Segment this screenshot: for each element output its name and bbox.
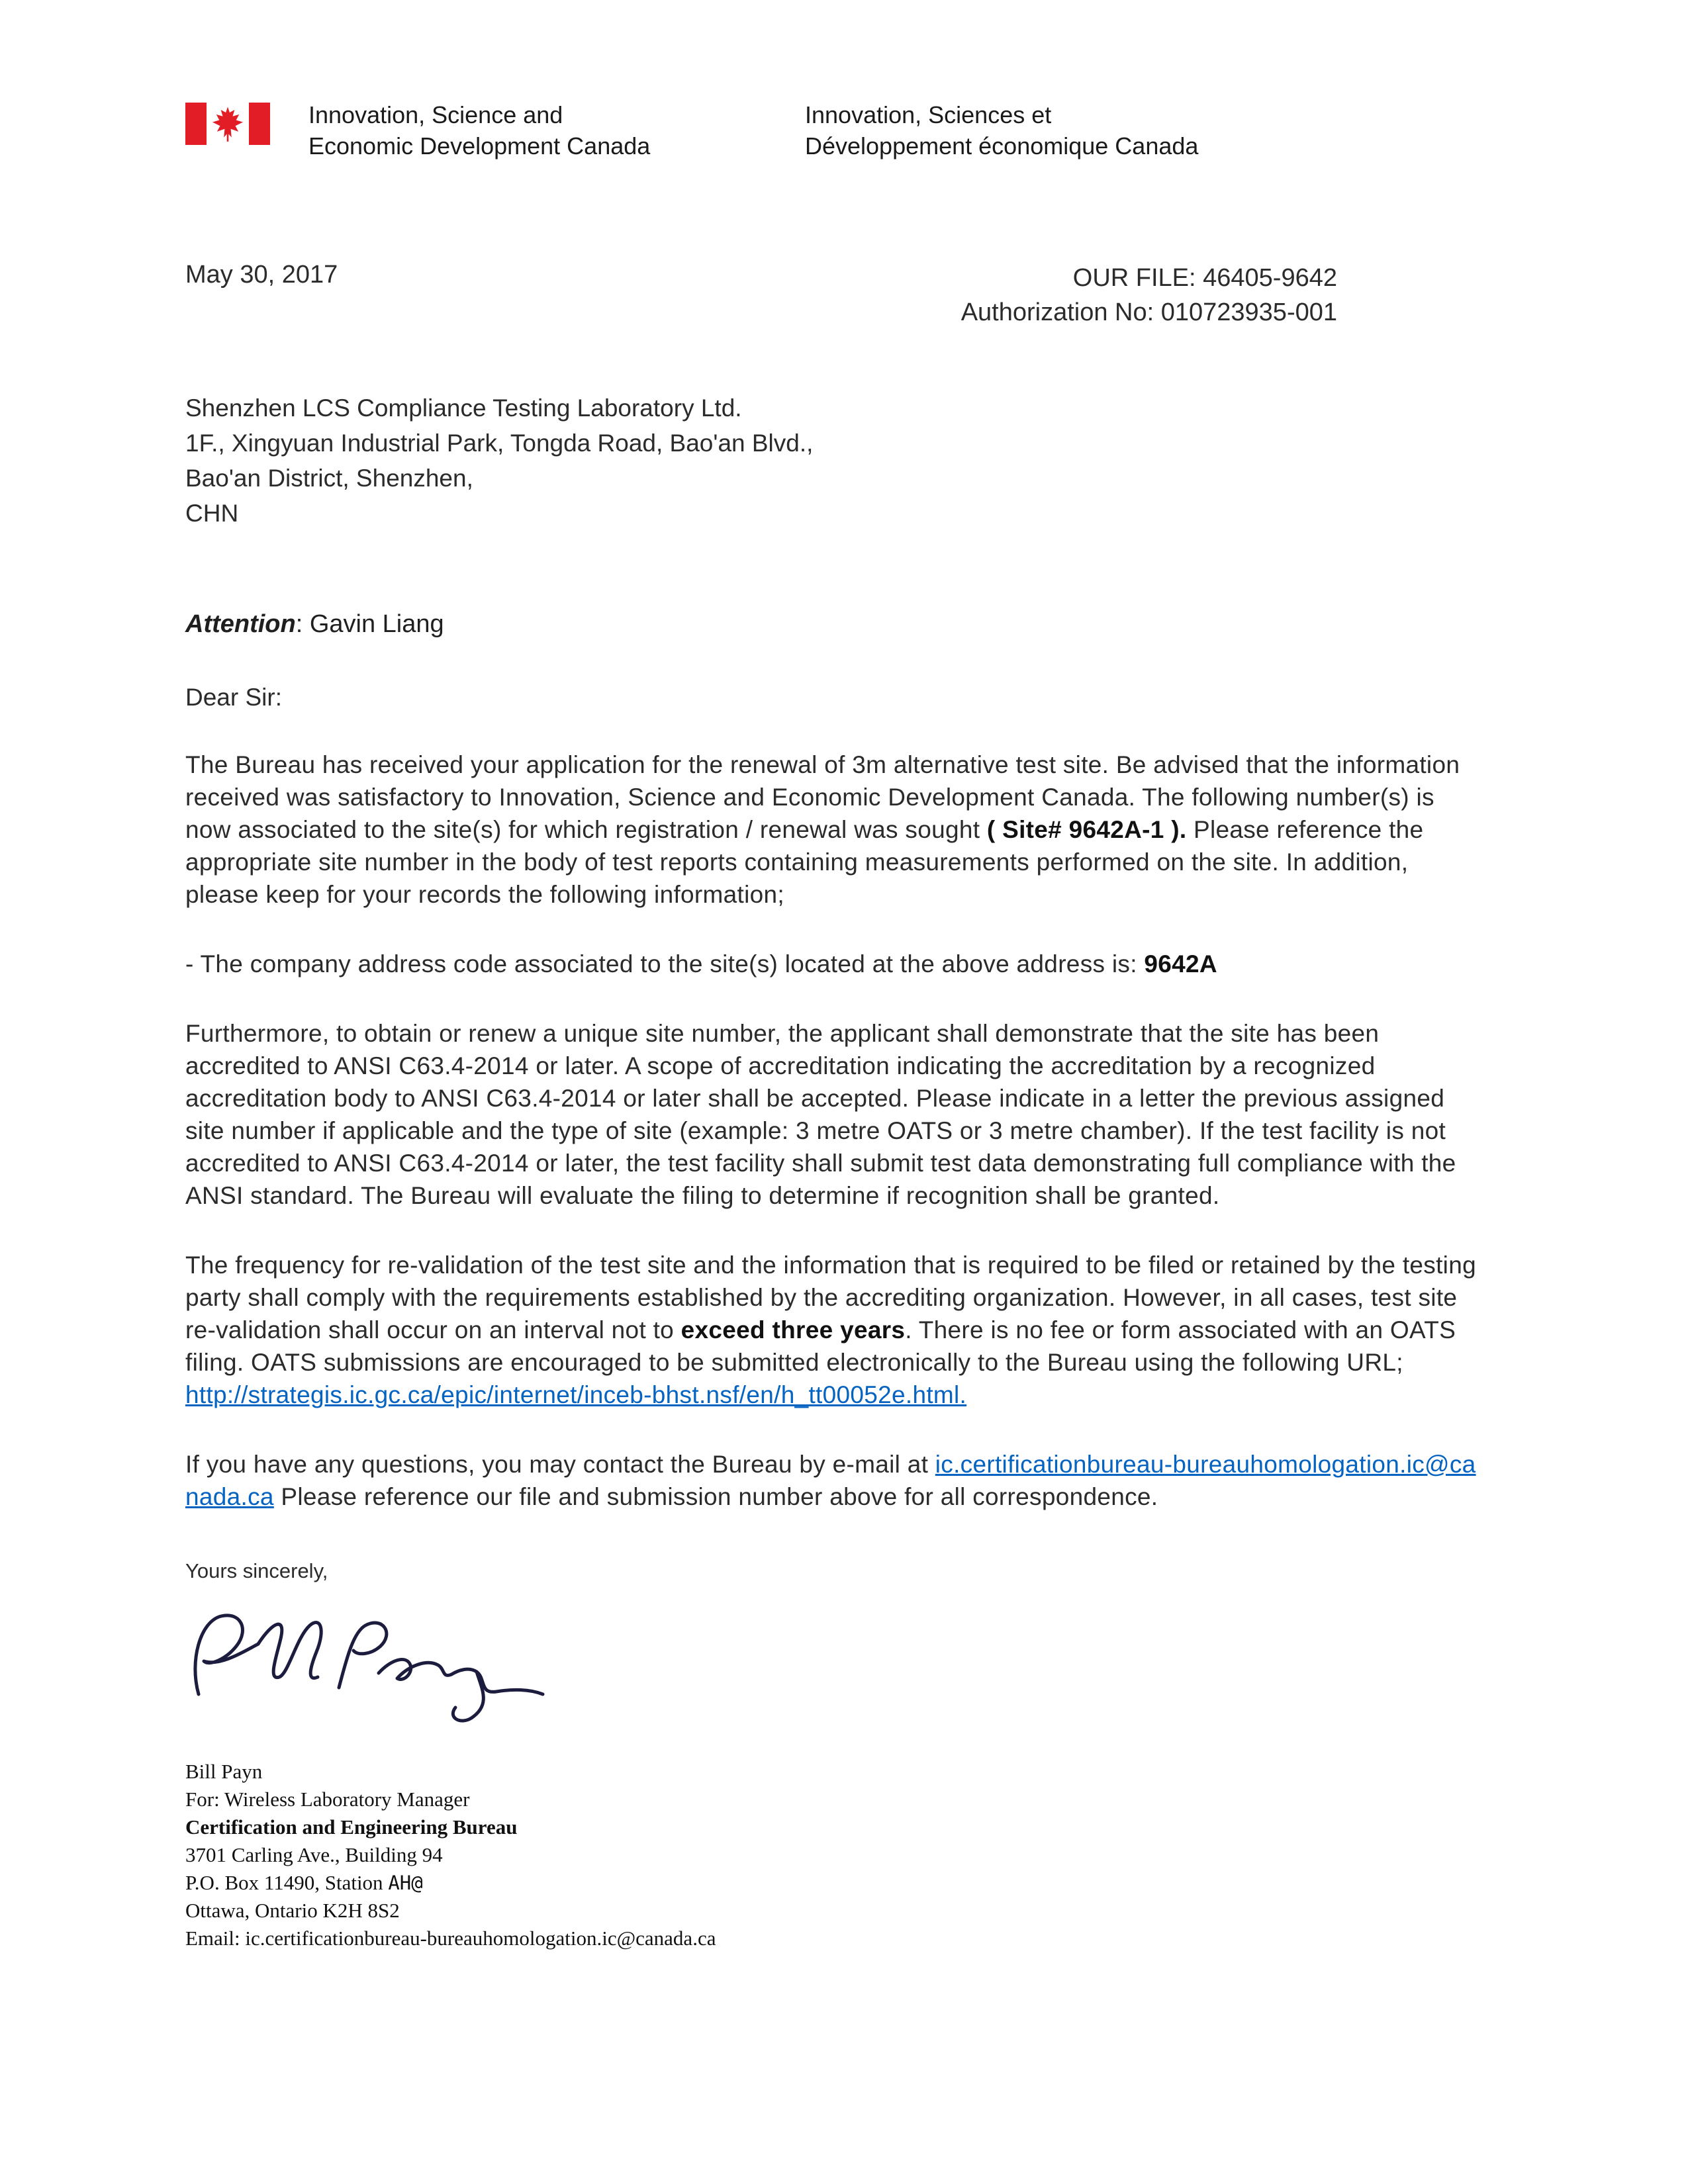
recipient-line: 1F., Xingyuan Industrial Park, Tongda Road, Bao'an Blvd.,	[185, 430, 814, 457]
recipient-line: CHN	[185, 500, 239, 527]
attention-line	[185, 610, 1476, 639]
dept-fr-line1: Innovation, Sciences et	[805, 101, 1052, 128]
oats-submission-url-link[interactable]: http://strategis.ic.gc.ca/epic/internet/inceb-bhst.nsf/en/h_tt00052e.html.	[185, 1381, 967, 1408]
bureau-name: Certification and Engineering Bureau	[185, 1815, 518, 1839]
authorization-number: Authorization No: 010723935-001	[961, 298, 1337, 326]
meta-row	[185, 261, 1476, 330]
signer-name: Bill Payn	[185, 1760, 263, 1783]
signer-title: For: Wireless Laboratory Manager	[185, 1788, 470, 1811]
department-name-french	[805, 99, 1198, 161]
letterhead	[185, 99, 1476, 161]
p5-text-pre: If you have any questions, you may contact the Bureau by e-mail at	[185, 1451, 935, 1478]
attention-name: : Gavin Liang	[295, 610, 444, 638]
paragraph-application-received	[185, 749, 1476, 911]
paragraph-contact	[185, 1448, 1476, 1513]
dept-en-line1: Innovation, Science and	[308, 101, 563, 128]
letter-date: May 30, 2017	[185, 261, 338, 289]
dept-fr-line2: Développement économique Canada	[805, 132, 1199, 159]
bureau-email-link[interactable]: ic.certificationbureau-bureauhomologation.ic@canada.ca	[185, 1451, 1476, 1510]
p1-text-post: Please reference the appropriate site number in the body of test reports containing measurements performed on the site. In addition, please keep for your records the following information;	[185, 816, 1424, 908]
address2-text: P.O. Box 11490, Station	[185, 1871, 389, 1894]
attention-label: Attention	[185, 610, 296, 638]
dept-en-line2: Economic Development Canada	[308, 132, 651, 159]
p1-text-pre: The Bureau has received your application for the renewal of 3m alternative test site. Be advised that the information received was satisfactory to Innovation, Science and Economic Development Canada. The following number(s) is now associated to the site(s) for which registration / renewal was sought	[185, 751, 1460, 843]
canada-flag-icon	[185, 102, 270, 146]
recipient-address	[185, 390, 1476, 531]
department-name-english	[308, 99, 679, 161]
paragraph-accreditation-requirements: Furthermore, to obtain or renew a unique site number, the applicant shall demonstrate that the site has been accredited to ANSI C63.4-2014 or later. A scope of accreditation indicating the accreditation by a recognized accreditation body to ANSI C63.4-2014 or later shall be accepted. Please indicate in a letter the previous assigned site number if applicable and the type of site (example: 3 metre OATS or 3 metre chamber). If the test facility is not accredited to ANSI C63.4-2014 or later, the test facility shall submit test data demonstrating full compliance with the ANSI standard. The Bureau will evaluate the filing to determine if recognition shall be granted.	[185, 1020, 1456, 1209]
salutation: Dear Sir:	[185, 684, 282, 711]
signature-block	[185, 1758, 1476, 1952]
bureau-address-line1: 3701 Carling Ave., Building 94	[185, 1843, 443, 1866]
exceed-three-years-bold: exceed three years	[680, 1316, 906, 1343]
valediction: Yours sincerely,	[185, 1559, 328, 1582]
p2-text-pre: - The company address code associated to the site(s) located at the above address is:	[185, 950, 1145, 978]
file-reference-block	[961, 261, 1476, 330]
address-code-bold: 9642A	[1144, 950, 1217, 978]
p4-text-mid: . There is no fee or form associated with an OATS filing. OATS submissions are encouraged to be submitted electronically to the Bureau using the following URL;	[185, 1316, 1456, 1376]
site-number-bold: ( Site# 9642A-1 ).	[986, 816, 1187, 843]
address2-station-code: AH@	[388, 1872, 423, 1894]
recipient-line: Shenzhen LCS Compliance Testing Laboratory Ltd.	[185, 394, 742, 422]
our-file-number: OUR FILE: 46405-9642	[1072, 264, 1337, 292]
bureau-address-line2	[185, 1869, 1476, 1897]
paragraph-address-code	[185, 948, 1476, 980]
bureau-address-line3: Ottawa, Ontario K2H 8S2	[185, 1899, 400, 1922]
p4-text-pre: The frequency for re-validation of the test site and the information that is required to be filed or retained by the testing party shall comply with the requirements established by the accrediting organization. However, in all cases, test site re-validation shall occur on an interval not to	[185, 1251, 1476, 1343]
signature-image	[180, 1588, 551, 1727]
p5-text-post: Please reference our file and submission number above for all correspondence.	[273, 1483, 1158, 1510]
bureau-email: Email: ic.certificationbureau-bureauhomologation.ic@canada.ca	[185, 1927, 716, 1950]
paragraph-revalidation	[185, 1249, 1476, 1411]
recipient-line: Bao'an District, Shenzhen,	[185, 465, 473, 492]
